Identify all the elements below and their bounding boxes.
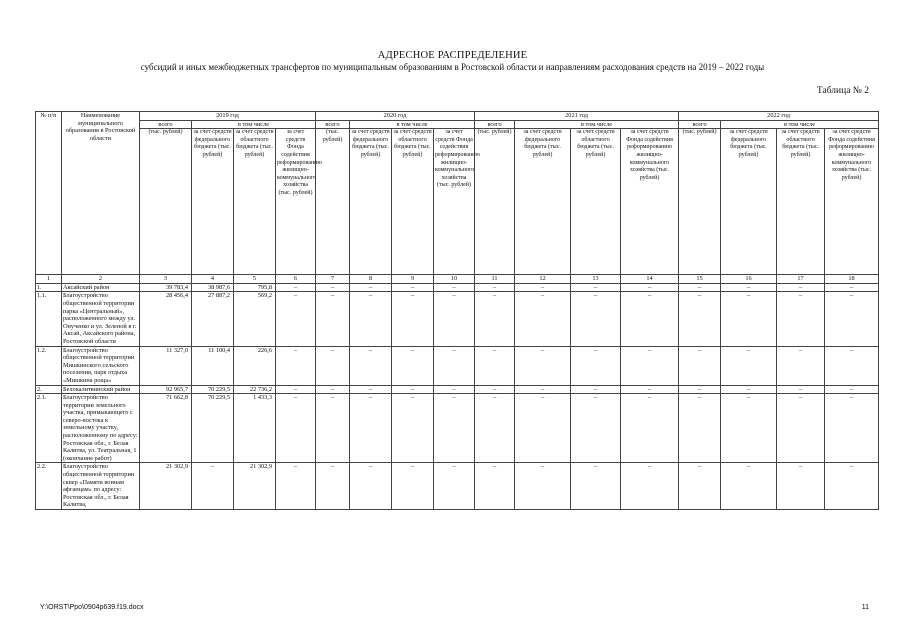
- value-cell: 71 662,8: [140, 394, 192, 463]
- colnum: 8: [350, 275, 392, 284]
- value-cell: –: [350, 394, 392, 463]
- total-2022-label: всего: [679, 120, 721, 129]
- total-unit-2021: (тыс. рублей): [475, 129, 515, 275]
- value-cell: –: [721, 385, 777, 394]
- value-cell: –: [434, 385, 475, 394]
- value-cell: –: [392, 385, 434, 394]
- value-cell: –: [276, 346, 316, 385]
- value-cell: –: [316, 346, 350, 385]
- value-cell: –: [777, 283, 825, 292]
- header-row-years: [36, 112, 879, 121]
- fund-2021-header: за счет средств Фонда содействия реформированию жилищно-коммунального хозяйства (тыс. рублей): [621, 129, 679, 275]
- value-cell: –: [571, 463, 621, 510]
- value-cell: –: [392, 283, 434, 292]
- value-cell: 39 783,4: [140, 283, 192, 292]
- value-cell: –: [679, 292, 721, 346]
- value-cell: 569,2: [234, 292, 276, 346]
- value-cell: 28 456,4: [140, 292, 192, 346]
- fund-2020-header: за счет средств Фонда содействия реформированию жилищно-коммунального хозяйства (тыс. рублей): [434, 129, 475, 275]
- row-name: Благоустройство территории земельного участка, примыкающего с северо-востока к земельному участку, расположенному по адресу: Ростовская обл., г. Белая Калитва, ул. Театральная, 1 (окончание работ): [63, 394, 138, 462]
- value-cell: –: [515, 394, 571, 463]
- colnum: 2: [62, 275, 140, 284]
- value-cell: –: [434, 394, 475, 463]
- row-name: Благоустройство общественной территории сквер «Памяти воинам афганцам» по адресу: Ростовская обл., г. Белая Калитва,: [62, 463, 140, 510]
- value-cell: 21 302,9: [140, 463, 192, 510]
- value-cell: –: [721, 346, 777, 385]
- value-cell: –: [434, 463, 475, 510]
- total-2019-label: всего: [140, 120, 192, 129]
- obl-2020-header: за счет средств областного бюджета (тыс. рублей): [392, 129, 434, 275]
- colnum: 1: [36, 275, 62, 284]
- value-cell: 21 302,9: [234, 463, 276, 510]
- table-number: Таблица № 2: [816, 86, 869, 96]
- value-cell: –: [825, 463, 879, 510]
- row-number: 1.1.: [36, 292, 62, 346]
- value-cell: –: [621, 394, 679, 463]
- value-cell: –: [515, 385, 571, 394]
- incl-2020-label: в том числе: [350, 120, 475, 129]
- value-cell: –: [475, 292, 515, 346]
- fed-2021-header: за счет средств федерального бюджета (тыс. рублей): [515, 129, 571, 275]
- value-cell: –: [475, 346, 515, 385]
- value-cell: –: [316, 385, 350, 394]
- value-cell: –: [621, 346, 679, 385]
- value-cell: –: [621, 385, 679, 394]
- value-cell: –: [192, 463, 234, 510]
- total-unit-2020: (тыс. рублей): [316, 129, 350, 275]
- colnum: 7: [316, 275, 350, 284]
- table-row: [36, 385, 879, 394]
- value-cell: –: [825, 346, 879, 385]
- value-cell: 38 987,6: [192, 283, 234, 292]
- value-cell: –: [316, 463, 350, 510]
- value-cell: –: [721, 283, 777, 292]
- table-row: [36, 292, 879, 346]
- value-cell: –: [316, 292, 350, 346]
- value-cell: –: [515, 463, 571, 510]
- value-cell: –: [825, 394, 879, 463]
- value-cell: –: [434, 283, 475, 292]
- value-cell: –: [392, 292, 434, 346]
- value-cell: –: [316, 394, 350, 463]
- value-cell: 70 229,5: [192, 394, 234, 463]
- year-2019-header: 2019 год: [140, 112, 316, 121]
- value-cell: 11 100,4: [192, 346, 234, 385]
- value-cell: 11 327,0: [140, 346, 192, 385]
- value-cell: –: [316, 283, 350, 292]
- year-2022-header: 2022 год: [679, 112, 879, 121]
- document-title: АДРЕСНОЕ РАСПРЕДЕЛЕНИЕ: [377, 50, 528, 61]
- value-cell: 27 887,2: [192, 292, 234, 346]
- value-cell: 22 736,2: [234, 385, 276, 394]
- fed-2022-header: за счет средств федерального бюджета (тыс. рублей): [721, 129, 777, 275]
- value-cell: –: [825, 292, 879, 346]
- value-cell: 1 433,3: [234, 394, 276, 463]
- value-cell: –: [777, 463, 825, 510]
- value-cell: –: [679, 463, 721, 510]
- file-path: Y:\ORST\Ppo\0904p639.f19.docx: [40, 604, 144, 611]
- row-name: Аксайский район: [62, 283, 140, 292]
- value-cell: –: [276, 385, 316, 394]
- row-number: 1.: [36, 283, 62, 292]
- row-number: 2.2.: [36, 463, 62, 510]
- row-number: 1.2.: [36, 346, 62, 385]
- incl-2019-label: в том числе: [192, 120, 316, 129]
- colnum: 16: [721, 275, 777, 284]
- value-cell: –: [350, 292, 392, 346]
- value-cell: –: [434, 292, 475, 346]
- total-unit-2022: (тыс. рублей): [679, 129, 721, 275]
- fed-2020-header: за счет средств федерального бюджета (тыс. рублей): [350, 129, 392, 275]
- value-cell: –: [721, 394, 777, 463]
- total-2020-label: всего: [316, 120, 350, 129]
- table-row: [36, 283, 879, 292]
- value-cell: –: [571, 292, 621, 346]
- value-cell: –: [350, 463, 392, 510]
- value-cell: –: [475, 463, 515, 510]
- obl-2019-header: за счет средств областного бюджета (тыс. рублей): [234, 129, 276, 275]
- value-cell: –: [515, 283, 571, 292]
- allocation-table: [35, 111, 879, 510]
- value-cell: 795,8: [234, 283, 276, 292]
- value-cell: –: [621, 292, 679, 346]
- value-cell: –: [777, 346, 825, 385]
- value-cell: –: [571, 385, 621, 394]
- obl-2022-header: за счет средств областного бюджета (тыс. рублей): [777, 129, 825, 275]
- colnum: 3: [140, 275, 192, 284]
- total-unit-2019: (тыс. рублей): [140, 129, 192, 275]
- header-row-details: [36, 129, 879, 275]
- value-cell: –: [621, 283, 679, 292]
- value-cell: –: [350, 346, 392, 385]
- value-cell: –: [721, 463, 777, 510]
- colnum: 10: [434, 275, 475, 284]
- value-cell: –: [276, 283, 316, 292]
- value-cell: –: [679, 394, 721, 463]
- page-number: 11: [861, 604, 869, 611]
- fed-2019-header: за счет средств федерального бюджета (тыс. рублей): [192, 129, 234, 275]
- value-cell: –: [392, 346, 434, 385]
- column-number-row: [36, 275, 879, 284]
- value-cell: –: [276, 463, 316, 510]
- colnum: 12: [515, 275, 571, 284]
- value-cell: –: [571, 346, 621, 385]
- fund-2019-header: за счет средств Фонда содействия реформированию жилищно-коммунального хозяйства (тыс. рублей): [276, 129, 316, 275]
- document-subtitle: субсидий и иных межбюджетных трансфертов по муниципальным образованиям в Ростовской области и направлениям расходования средств на 2019 – 2022 годы: [140, 62, 765, 72]
- colnum: 15: [679, 275, 721, 284]
- value-cell: –: [276, 394, 316, 463]
- incl-2022-label: в том числе: [721, 120, 879, 129]
- value-cell: –: [434, 346, 475, 385]
- year-2021-header: 2021 год: [475, 112, 679, 121]
- colnum: 14: [621, 275, 679, 284]
- value-cell: 70 229,5: [192, 385, 234, 394]
- colnum: 5: [234, 275, 276, 284]
- value-cell: 92 965,7: [140, 385, 192, 394]
- colnum: 17: [777, 275, 825, 284]
- value-cell: –: [825, 385, 879, 394]
- row-number: 2.: [36, 385, 62, 394]
- header-row-subgroups: [36, 120, 879, 129]
- value-cell: –: [777, 385, 825, 394]
- table-body: [36, 283, 879, 509]
- row-number: 2.1.: [36, 394, 62, 463]
- value-cell: –: [679, 385, 721, 394]
- value-cell: –: [777, 394, 825, 463]
- value-cell: –: [475, 283, 515, 292]
- colnum: 18: [825, 275, 879, 284]
- value-cell: –: [825, 283, 879, 292]
- row-name: Благоустройство общественной территории парка «Центральный», расположенного между ул. Онученко и ул. Зеленой в г. Аксай, Аксайского района, Ростовской области: [62, 292, 140, 346]
- value-cell: –: [571, 394, 621, 463]
- value-cell: –: [679, 283, 721, 292]
- value-cell: –: [721, 292, 777, 346]
- colnum: 13: [571, 275, 621, 284]
- value-cell: –: [777, 292, 825, 346]
- col-num-header: № п/п: [36, 112, 62, 275]
- value-cell: 226,6: [234, 346, 276, 385]
- value-cell: –: [515, 346, 571, 385]
- obl-2021-header: за счет средств областного бюджета (тыс. рублей): [571, 129, 621, 275]
- value-cell: –: [679, 346, 721, 385]
- value-cell: –: [475, 394, 515, 463]
- col-name-header: Наименование муниципального образования в Ростовской области: [62, 112, 140, 275]
- colnum: 11: [475, 275, 515, 284]
- value-cell: –: [392, 394, 434, 463]
- value-cell: –: [276, 292, 316, 346]
- incl-2021-label: в том числе: [515, 120, 679, 129]
- table-row: [36, 463, 879, 510]
- colnum: 6: [276, 275, 316, 284]
- value-cell: –: [515, 292, 571, 346]
- table-row: [36, 346, 879, 385]
- row-name: Благоустройство общественной территории Мишкинского сельского поселения, парк отдыха «Мишкина роща»: [62, 346, 140, 385]
- colnum: 9: [392, 275, 434, 284]
- value-cell: –: [571, 283, 621, 292]
- table-row: [36, 394, 879, 463]
- value-cell: –: [350, 385, 392, 394]
- colnum: 4: [192, 275, 234, 284]
- fund-2022-header: за счет средств Фонда содействия реформированию жилищно-коммунального хозяйства (тыс. рублей): [825, 129, 879, 275]
- value-cell: –: [475, 385, 515, 394]
- value-cell: –: [621, 463, 679, 510]
- row-name: Белокалитвинский район: [62, 385, 140, 394]
- value-cell: –: [392, 463, 434, 510]
- value-cell: –: [350, 283, 392, 292]
- year-2020-header: 2020 год: [316, 112, 475, 121]
- total-2021-label: всего: [475, 120, 515, 129]
